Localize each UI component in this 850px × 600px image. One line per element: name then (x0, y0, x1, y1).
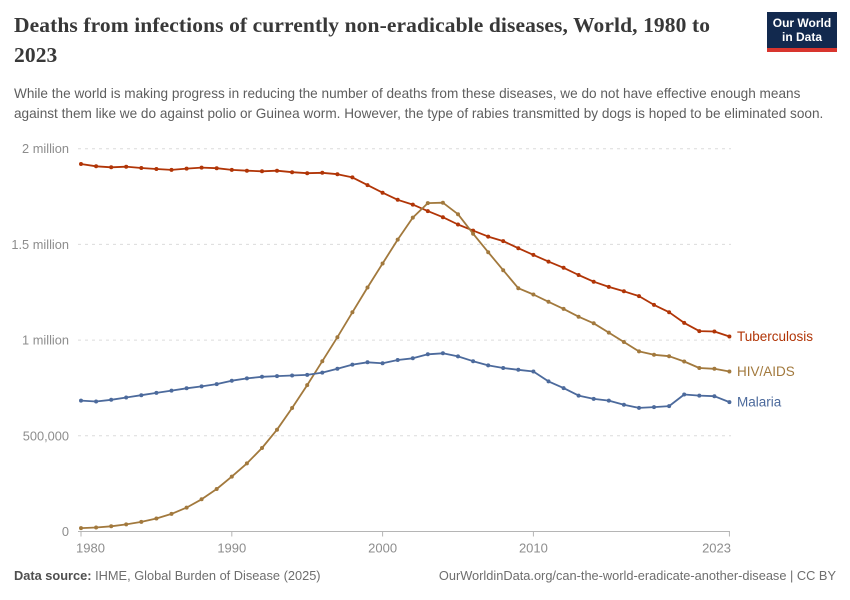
line-hiv-aids (81, 203, 729, 528)
point-malaria-2014 (592, 397, 596, 401)
series-hiv-aids (79, 201, 795, 530)
point-malaria-1993 (275, 374, 279, 378)
point-hiv-aids-2011 (547, 300, 551, 304)
y-axis-tick-label: 1 million (22, 332, 69, 348)
point-malaria-1998 (350, 363, 354, 367)
line-malaria (81, 353, 729, 408)
point-malaria-2003 (426, 352, 430, 356)
point-malaria-2006 (471, 359, 475, 363)
point-tuberculosis-2019 (667, 310, 671, 314)
point-hiv-aids-1988 (200, 497, 204, 501)
point-hiv-aids-2023 (727, 370, 731, 374)
point-tuberculosis-1991 (245, 169, 249, 173)
point-tuberculosis-2005 (456, 223, 460, 227)
chart-url-license: OurWorldinData.org/can-the-world-eradicate-another-disease | CC BY (438, 568, 836, 583)
data-source-value: IHME, Global Burden of Disease (2025) (95, 568, 321, 583)
point-hiv-aids-1989 (215, 487, 219, 491)
x-axis-tick-label: 2000 (368, 540, 398, 556)
point-malaria-2021 (697, 394, 701, 398)
point-hiv-aids-2019 (667, 354, 671, 358)
point-malaria-1990 (230, 379, 234, 383)
point-tuberculosis-2020 (682, 321, 686, 325)
point-tuberculosis-2023 (727, 335, 731, 339)
point-tuberculosis-1998 (350, 175, 354, 179)
point-tuberculosis-1986 (170, 168, 174, 172)
point-hiv-aids-2013 (577, 315, 581, 319)
point-malaria-2004 (441, 351, 445, 355)
point-hiv-aids-1997 (335, 335, 339, 339)
point-tuberculosis-2018 (652, 303, 656, 307)
point-malaria-2002 (411, 356, 415, 360)
point-malaria-1991 (245, 376, 249, 380)
point-hiv-aids-2009 (516, 286, 520, 290)
point-hiv-aids-1995 (305, 383, 309, 387)
point-hiv-aids-2021 (697, 366, 701, 370)
point-hiv-aids-2020 (682, 360, 686, 364)
series-tuberculosis (79, 162, 813, 344)
x-axis-tick-label: 2023 (702, 540, 731, 556)
point-hiv-aids-2016 (622, 340, 626, 344)
point-hiv-aids-1996 (320, 359, 324, 363)
point-malaria-1980 (79, 399, 83, 403)
point-malaria-1997 (335, 367, 339, 371)
point-hiv-aids-2018 (652, 353, 656, 357)
point-hiv-aids-1990 (230, 475, 234, 479)
point-hiv-aids-2015 (607, 331, 611, 335)
series-label-malaria: Malaria (737, 394, 782, 410)
x-axis-group (76, 532, 731, 556)
point-malaria-1984 (139, 393, 143, 397)
y-axis-tick-label: 2 million (22, 141, 69, 157)
point-malaria-1995 (305, 373, 309, 377)
point-tuberculosis-1981 (94, 164, 98, 168)
point-tuberculosis-2017 (637, 294, 641, 298)
point-tuberculosis-2000 (381, 191, 385, 195)
point-malaria-2018 (652, 405, 656, 409)
point-tuberculosis-2008 (501, 239, 505, 243)
point-tuberculosis-2010 (531, 253, 535, 257)
point-hiv-aids-1993 (275, 428, 279, 432)
point-hiv-aids-1991 (245, 461, 249, 465)
point-tuberculosis-2016 (622, 289, 626, 293)
point-malaria-1988 (200, 384, 204, 388)
point-tuberculosis-1992 (260, 169, 264, 173)
point-tuberculosis-2004 (441, 215, 445, 219)
point-malaria-1987 (185, 386, 189, 390)
point-malaria-1999 (366, 360, 370, 364)
point-tuberculosis-1982 (109, 165, 113, 169)
point-malaria-2000 (381, 361, 385, 365)
point-malaria-2015 (607, 399, 611, 403)
point-hiv-aids-1981 (94, 526, 98, 530)
point-hiv-aids-2008 (501, 268, 505, 272)
point-tuberculosis-2007 (486, 235, 490, 239)
point-tuberculosis-1999 (366, 183, 370, 187)
point-hiv-aids-2010 (531, 293, 535, 297)
point-tuberculosis-1989 (215, 166, 219, 170)
point-tuberculosis-2022 (712, 330, 716, 334)
point-hiv-aids-2003 (426, 201, 430, 205)
point-malaria-2017 (637, 406, 641, 410)
data-source-note (14, 568, 321, 583)
series-label-tuberculosis: Tuberculosis (737, 328, 814, 344)
point-hiv-aids-2002 (411, 216, 415, 220)
point-hiv-aids-1982 (109, 524, 113, 528)
point-hiv-aids-2012 (562, 307, 566, 311)
point-hiv-aids-2017 (637, 349, 641, 353)
series-malaria (79, 351, 782, 410)
point-tuberculosis-2002 (411, 203, 415, 207)
chart-footer (14, 568, 836, 583)
x-axis-tick-label: 1980 (76, 540, 105, 556)
point-hiv-aids-2014 (592, 321, 596, 325)
y-axis-tick-label: 1.5 million (11, 236, 69, 252)
point-hiv-aids-2007 (486, 250, 490, 254)
point-tuberculosis-1980 (79, 162, 83, 166)
y-axis-tick-label: 0 (61, 524, 69, 539)
point-tuberculosis-1985 (154, 167, 158, 171)
point-tuberculosis-1983 (124, 165, 128, 169)
point-tuberculosis-1987 (185, 167, 189, 171)
point-tuberculosis-2009 (516, 246, 520, 250)
point-malaria-1985 (154, 391, 158, 395)
point-hiv-aids-1986 (170, 512, 174, 516)
chart-title: Deaths from infections of currently non-eradicable diseases, World, 1980 to 2023 (14, 13, 711, 67)
point-tuberculosis-1990 (230, 168, 234, 172)
point-tuberculosis-1994 (290, 170, 294, 174)
point-tuberculosis-1984 (139, 166, 143, 170)
x-axis-tick-label: 1990 (217, 540, 247, 556)
point-malaria-2013 (577, 394, 581, 398)
point-tuberculosis-2013 (577, 273, 581, 277)
point-hiv-aids-2005 (456, 212, 460, 216)
series-label-hiv-aids: HIV/AIDS (737, 363, 795, 379)
point-malaria-2019 (667, 404, 671, 408)
point-malaria-1986 (170, 389, 174, 393)
point-malaria-2010 (531, 370, 535, 374)
line-tuberculosis (81, 164, 729, 337)
point-malaria-2005 (456, 354, 460, 358)
point-hiv-aids-1985 (154, 517, 158, 521)
point-tuberculosis-1988 (200, 166, 204, 170)
point-malaria-1989 (215, 382, 219, 386)
owid-logo-line1: Our World (772, 16, 832, 30)
point-hiv-aids-1992 (260, 446, 264, 450)
point-tuberculosis-1997 (335, 172, 339, 176)
point-tuberculosis-1995 (305, 171, 309, 175)
point-malaria-2022 (712, 394, 716, 398)
point-hiv-aids-1984 (139, 520, 143, 524)
point-hiv-aids-1998 (350, 310, 354, 314)
x-axis-tick-label: 2010 (518, 540, 548, 556)
point-hiv-aids-1994 (290, 406, 294, 410)
point-hiv-aids-2001 (396, 238, 400, 242)
point-malaria-1983 (124, 396, 128, 400)
data-source-label: Data source: (14, 568, 92, 583)
point-malaria-2001 (396, 358, 400, 362)
point-tuberculosis-2001 (396, 198, 400, 202)
point-hiv-aids-1980 (79, 526, 83, 530)
gridlines-group (11, 141, 731, 539)
point-malaria-2012 (562, 386, 566, 390)
point-hiv-aids-2004 (441, 201, 445, 205)
y-axis-tick-label: 500,000 (22, 428, 69, 444)
point-tuberculosis-2014 (592, 280, 596, 284)
owid-logo-line2: in Data (781, 30, 822, 44)
point-malaria-1994 (290, 374, 294, 378)
point-malaria-2023 (727, 400, 731, 404)
point-malaria-2009 (516, 368, 520, 372)
point-tuberculosis-1993 (275, 169, 279, 173)
point-hiv-aids-2006 (471, 232, 475, 236)
point-tuberculosis-2003 (426, 209, 430, 213)
point-malaria-2020 (682, 393, 686, 397)
point-hiv-aids-1999 (366, 286, 370, 290)
point-tuberculosis-2015 (607, 285, 611, 289)
point-hiv-aids-1987 (185, 506, 189, 510)
point-malaria-2016 (622, 403, 626, 407)
point-malaria-1996 (320, 371, 324, 375)
point-malaria-1982 (109, 398, 113, 402)
point-hiv-aids-2000 (381, 262, 385, 266)
point-tuberculosis-1996 (320, 171, 324, 175)
point-hiv-aids-2022 (712, 367, 716, 371)
point-malaria-2008 (501, 366, 505, 370)
point-malaria-1992 (260, 375, 264, 379)
point-tuberculosis-2011 (547, 260, 551, 264)
point-hiv-aids-1983 (124, 522, 128, 526)
point-malaria-1981 (94, 400, 98, 404)
point-malaria-2011 (547, 379, 551, 383)
point-tuberculosis-2012 (562, 266, 566, 270)
point-tuberculosis-2021 (697, 329, 701, 333)
point-malaria-2007 (486, 363, 490, 367)
chart-subtitle: While the world is making progress in reducing the number of deaths from these diseases, we do not have effective enough means against them like we do against polio or Guinea worm. However, the type of rabies transmitted by dogs is hoped to be eliminated soon. (14, 86, 824, 122)
